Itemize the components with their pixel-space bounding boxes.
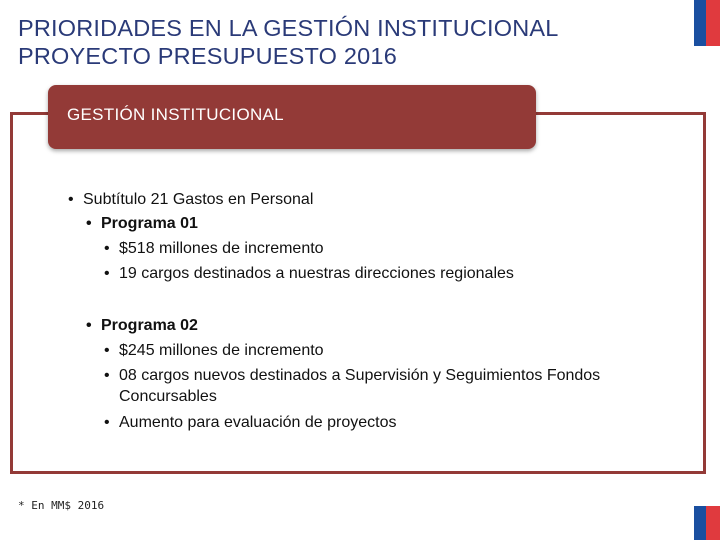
list-item-text: 19 cargos destinados a nuestras direcciones regionales [119, 265, 514, 282]
list-item [68, 189, 314, 211]
title-line-1: PRIORIDADES EN LA GESTIÓN INSTITUCIONAL [18, 15, 559, 41]
list-item-program-02 [86, 315, 198, 337]
list-item-text: 08 cargos nuevos destinados a Supervisión y Seguimientos Fondos [119, 367, 601, 384]
list-item-text: $245 millones de incremento [119, 342, 324, 359]
section-header-text: GESTIÓN INSTITUCIONAL [67, 105, 284, 124]
list-item-text: Aumento para evaluación de proyectos [119, 414, 397, 431]
list-item [104, 412, 397, 434]
bullet-marker: • [104, 414, 110, 431]
bullet-marker: • [104, 240, 110, 257]
list-item-text: Concursables [119, 388, 217, 405]
bullet-marker: • [104, 265, 110, 282]
list-item-continuation [119, 386, 217, 408]
list-item [104, 238, 324, 260]
title-line-2: PROYECTO PRESUPUESTO 2016 [18, 43, 397, 69]
footnote: * En MM$ 2016 [18, 499, 105, 512]
list-item-text: Programa 02 [101, 317, 198, 334]
bullet-marker: • [68, 191, 74, 208]
list-item [104, 340, 324, 362]
bullet-marker: • [86, 317, 92, 334]
list-item [104, 365, 601, 387]
list-item-text: Programa 01 [101, 215, 198, 232]
bullet-marker: • [86, 215, 92, 232]
list-item-program-01 [86, 213, 198, 235]
list-item [104, 263, 514, 285]
list-item-text: Subtítulo 21 Gastos en Personal [83, 191, 314, 208]
list-item-text: $518 millones de incremento [119, 240, 324, 257]
bullet-marker: • [104, 367, 110, 384]
bullet-marker: • [104, 342, 110, 359]
